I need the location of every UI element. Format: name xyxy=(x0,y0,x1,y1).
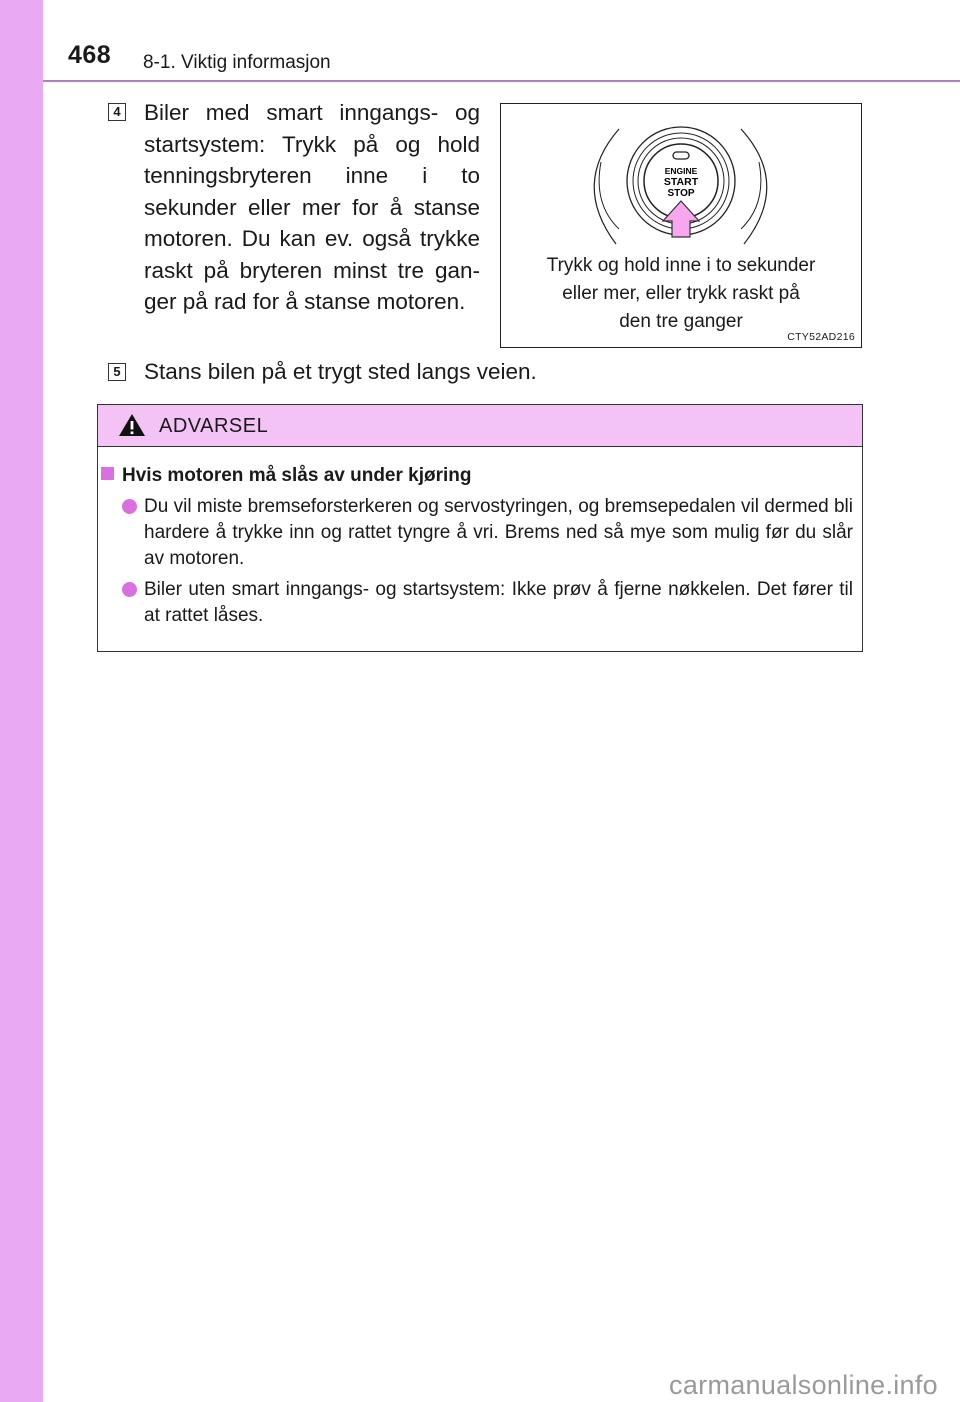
warning-bullet-2 xyxy=(122,577,853,629)
right-inner-arc xyxy=(741,162,761,229)
round-bullet-icon xyxy=(122,499,137,514)
button-label-start: START xyxy=(663,176,699,188)
warning-triangle-icon xyxy=(118,413,146,437)
engine-start-stop-figure xyxy=(500,103,862,348)
warning-title: ADVARSEL xyxy=(159,415,269,437)
step-4-text: Biler med smart inngangs- og startsystem: Trykk på og hold tenningsbryteren inne i to sekunder eller mer for å stanse motoren. Du kan ev. også trykke raskt på bryteren minst tre gan-ger på rad for å stanse motoren. xyxy=(144,100,480,314)
figure-caption xyxy=(501,252,861,336)
warning-bullet-1 xyxy=(122,494,853,572)
warning-bullet-text: Du vil miste bremseforsterkeren og servostyringen, og bremsepedalen vil dermed bli hardere å trykke inn og rattet tyngre å vri. Brems ned så mye som mulig før du slår av motoren. xyxy=(144,496,853,569)
step-5-text: Stans bilen på et trygt sted langs veien. xyxy=(144,359,537,384)
step-number-4: 4 xyxy=(108,103,126,121)
round-bullet-icon xyxy=(122,582,137,597)
figure-code: CTY52AD216 xyxy=(787,331,855,343)
warning-header xyxy=(98,405,862,447)
warning-subheading-text: Hvis motoren må slås av under kjøring xyxy=(122,465,472,486)
right-outer-arc xyxy=(741,129,767,244)
button-label-stop: STOP xyxy=(667,188,695,199)
side-color-band xyxy=(0,0,43,1402)
warning-subheading xyxy=(101,465,472,487)
button-indicator-icon xyxy=(673,152,689,159)
page-number: 468 xyxy=(68,41,112,69)
figure-caption-line: eller mer, eller trykk raskt på xyxy=(562,283,800,304)
left-inner-arc xyxy=(599,162,619,229)
header-divider xyxy=(43,80,960,82)
figure-caption-line: Trykk og hold inne i to sekunder xyxy=(546,255,816,276)
warning-bullet-text: Biler uten smart inngangs- og startsystem: Ikke prøv å fjerne nøkkelen. Det fører til at rattet låses. xyxy=(144,579,853,626)
button-label-engine: ENGINE xyxy=(664,166,698,176)
section-title: 8-1. Viktig informasjon xyxy=(143,52,331,73)
watermark[interactable]: carmanualsonline.info xyxy=(669,1370,938,1400)
square-bullet-icon xyxy=(101,467,114,480)
warning-box xyxy=(97,404,863,652)
left-outer-arc xyxy=(594,129,619,244)
figure-caption-line: den tre ganger xyxy=(619,311,743,332)
step-number-5: 5 xyxy=(108,363,126,381)
